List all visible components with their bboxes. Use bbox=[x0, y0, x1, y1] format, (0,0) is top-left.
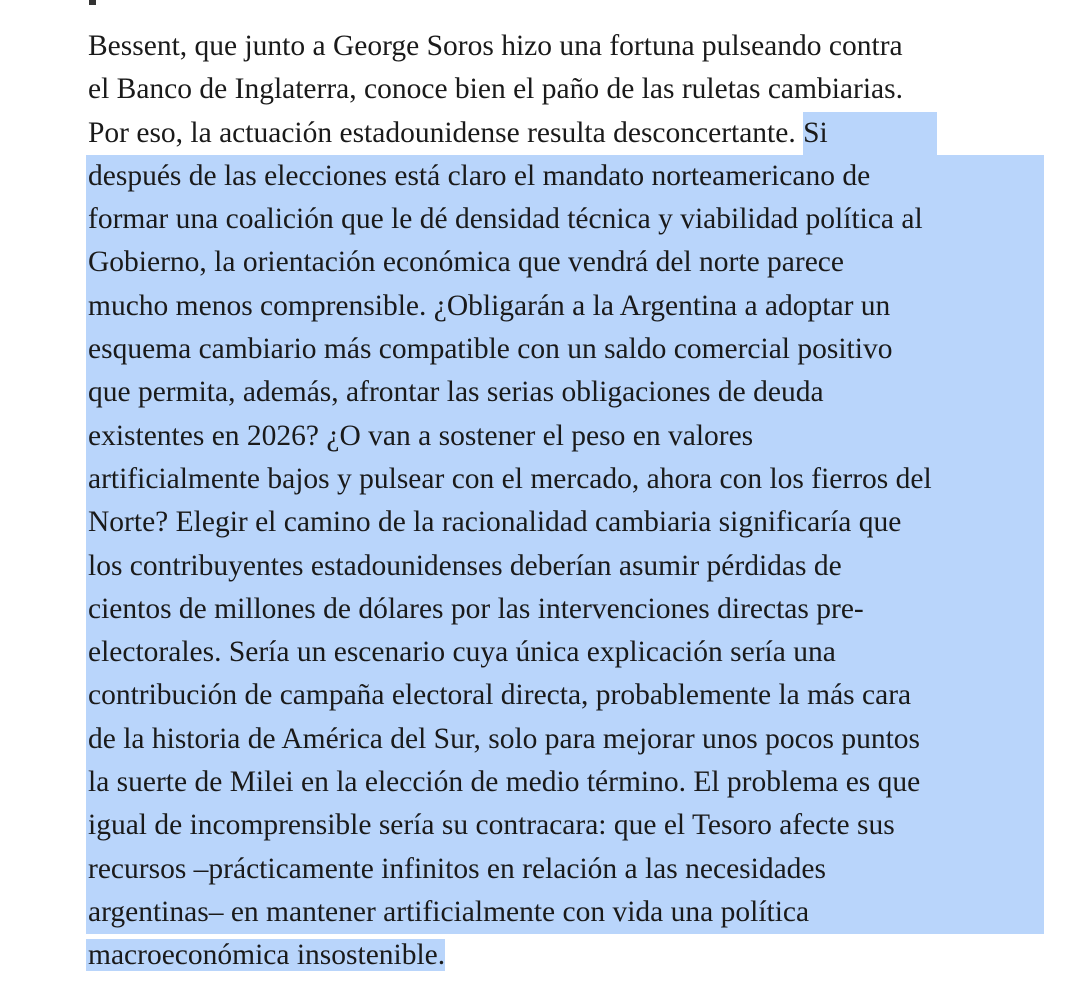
selected-line: artificialmente bajos y pulsear con el mercado, ahora con los fierros del bbox=[86, 458, 1044, 501]
selected-line: después de las elecciones está claro el mandato norteamericano de bbox=[86, 155, 1044, 198]
selected-line: que permita, además, afrontar las serias obligaciones de deuda bbox=[86, 371, 1044, 414]
selected-line: los contribuyentes estadounidenses deberían asumir pérdidas de bbox=[86, 545, 1044, 588]
selected-line: electorales. Sería un escenario cuya única explicación sería una bbox=[86, 631, 1044, 674]
selected-line: Norte? Elegir el camino de la racionalidad cambiaria significaría que bbox=[86, 501, 1044, 544]
paragraph-line-last bbox=[88, 934, 1048, 977]
selected-line: de la historia de América del Sur, solo para mejorar unos pocos puntos bbox=[86, 718, 1044, 761]
paragraph-line-split bbox=[88, 112, 1048, 155]
selection-end: macroeconómica insostenible. bbox=[88, 939, 446, 972]
selected-line: argentinas– en mantener artificialmente con vida una política bbox=[86, 891, 1044, 934]
selected-line: recursos –prácticamente infinitos en relación a las necesidades bbox=[86, 848, 1044, 891]
selected-line: igual de incomprensible sería su contracara: que el Tesoro afecte sus bbox=[86, 804, 1044, 847]
selected-line: existentes en 2026? ¿O van a sostener el peso en valores bbox=[86, 415, 1044, 458]
paragraph-line: el Banco de Inglaterra, conoce bien el paño de las ruletas cambiarias. bbox=[88, 73, 903, 106]
paragraph-line: Bessent, que junto a George Soros hizo una fortuna pulseando contra bbox=[88, 30, 903, 62]
selected-line: mucho menos comprensible. ¿Obligarán a la Argentina a adoptar un bbox=[86, 285, 1044, 328]
unselected-text: Por eso, la actuación estadounidense resulta desconcertante. bbox=[88, 116, 804, 149]
selected-line: cientos de millones de dólares por las intervenciones directas pre- bbox=[86, 588, 1044, 631]
selected-line: formar una coalición que le dé densidad técnica y viabilidad política al bbox=[86, 198, 1044, 241]
article-paragraph bbox=[88, 25, 1048, 978]
selected-line: la suerte de Milei en la elección de medio término. El problema es que bbox=[86, 761, 1044, 804]
selection-start: Si bbox=[803, 112, 937, 155]
selected-line: esquema cambiario más compatible con un saldo comercial positivo bbox=[86, 328, 1044, 371]
selected-line: contribución de campaña electoral directa, probablemente la más cara bbox=[86, 674, 1044, 717]
top-edge-mark bbox=[89, 0, 96, 5]
selected-line: Gobierno, la orientación económica que vendrá del norte parece bbox=[86, 241, 1044, 284]
